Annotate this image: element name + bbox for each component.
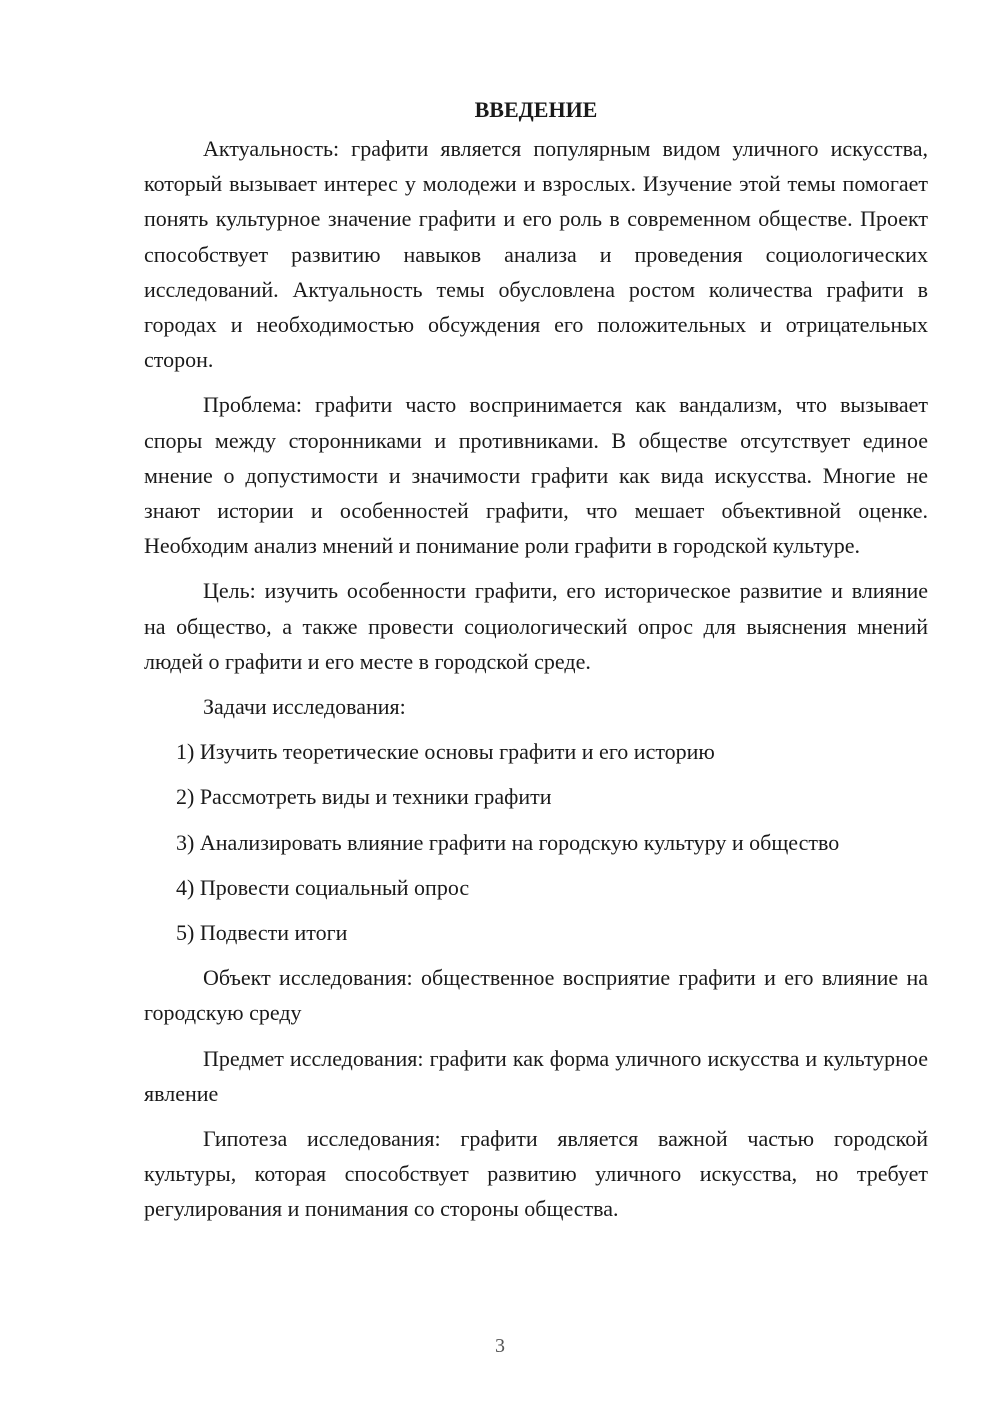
task-item-5: 5) Подвести итоги xyxy=(176,920,348,946)
page-number: 3 xyxy=(495,1335,505,1357)
task-item-3: 3) Анализировать влияние графити на городскую культуру и общество xyxy=(176,829,840,855)
problem-paragraph: Проблема: графити часто воспринимается как вандализм, что вызывает споры между сторонниками и противниками. В обществе отсутствует единое мнение о допустимости и значимости графити как вида искусства. Многие не знают истории и особенностей графити, что мешает объективной оценке. Необходим анализ мнений и понимание роли графити в городской культуре. xyxy=(144,392,928,559)
section-title: ВВЕДЕНИЕ xyxy=(474,97,598,122)
tasks-heading: Задачи исследования: xyxy=(203,694,406,720)
task-item-2: 2) Рассмотреть виды и техники графити xyxy=(176,784,552,810)
hypothesis-paragraph: Гипотеза исследования: графити является важной частью городской культуры, которая способствует развитию уличного искусства, но требует регулирования и понимания со стороны общества. xyxy=(144,1126,928,1222)
goal-paragraph: Цель: изучить особенности графити, его историческое развитие и влияние на общество, а также провести социологический опрос для выяснения мнений людей о графити и его месте в городской среде. xyxy=(144,578,928,674)
object-paragraph: Объект исследования: общественное восприятие графити и его влияние на городскую среду xyxy=(144,965,928,1026)
relevance-paragraph: Актуальность: графити является популярным видом уличного искусства, который вызывает интерес у молодежи и взрослых. Изучение этой темы помогает понять культурное значение графити и его роль в современном обществе. Проект способствует развитию навыков анализа и проведения социологических исследований. Актуальность темы обусловлена ростом количества графити в городах и необходимостью обсуждения его положительных и отрицательных сторон. xyxy=(144,136,928,373)
tasks-list xyxy=(144,734,928,950)
page-content xyxy=(144,92,928,1237)
task-item-1: 1) Изучить теоретические основы графити и его историю xyxy=(176,739,715,765)
subject-paragraph: Предмет исследования: графити как форма уличного искусства и культурное явление xyxy=(144,1045,928,1106)
task-item-4: 4) Провести социальный опрос xyxy=(176,874,470,900)
